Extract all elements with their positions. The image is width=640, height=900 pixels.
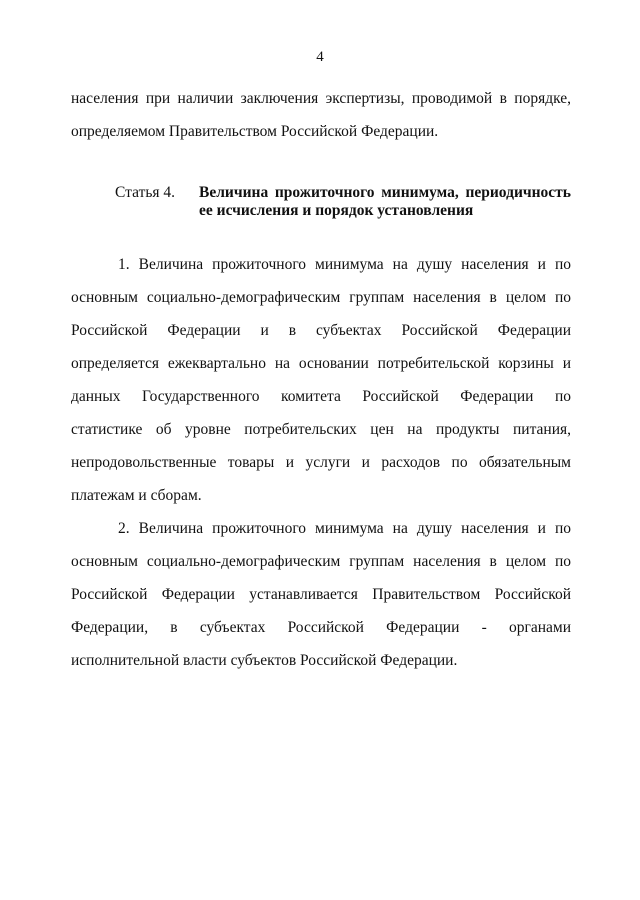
text-line: определяемом Правительством Российской Федерации. <box>71 123 439 140</box>
text-line: данных Государственного комитета Российской Федерации по <box>71 388 571 405</box>
page-number: 4 <box>316 49 324 65</box>
text-line: Российской Федерации и в субъектах Российской Федерации <box>71 322 571 339</box>
text-line: 1. Величина прожиточного минимума на душу населения и по <box>118 256 571 273</box>
intro-paragraph <box>71 82 571 148</box>
text-line: Федерации, в субъектах Российской Федерации - органами <box>71 619 571 636</box>
text-line: 2. Величина прожиточного минимума на душу населения и по <box>118 520 571 537</box>
article-title-line: ее исчисления и порядок установления <box>199 202 474 219</box>
text-line: исполнительной власти субъектов Российской Федерации. <box>71 652 458 669</box>
article-label: Статья 4. <box>115 184 176 201</box>
text-line: основным социально-демографическим группам населения в целом по <box>71 553 571 570</box>
text-line: непродовольственные товары и услуги и расходов по обязательным <box>71 454 571 471</box>
text-line: основным социально-демографическим группам населения в целом по <box>71 289 571 306</box>
text-line: определяется ежеквартально на основании потребительской корзины и <box>71 355 571 372</box>
text-line: статистике об уровне потребительских цен на продукты питания, <box>71 421 571 438</box>
text-line: населения при наличии заключения экспертизы, проводимой в порядке, <box>71 90 571 107</box>
article-title-line: Величина прожиточного минимума, периодичность <box>199 184 571 201</box>
text-line: платежам и сборам. <box>71 487 202 504</box>
paragraph-1 <box>71 248 571 512</box>
text-line: Российской Федерации устанавливается Правительством Российской <box>71 586 571 603</box>
article-title <box>199 184 571 220</box>
paragraph-2 <box>71 512 571 677</box>
